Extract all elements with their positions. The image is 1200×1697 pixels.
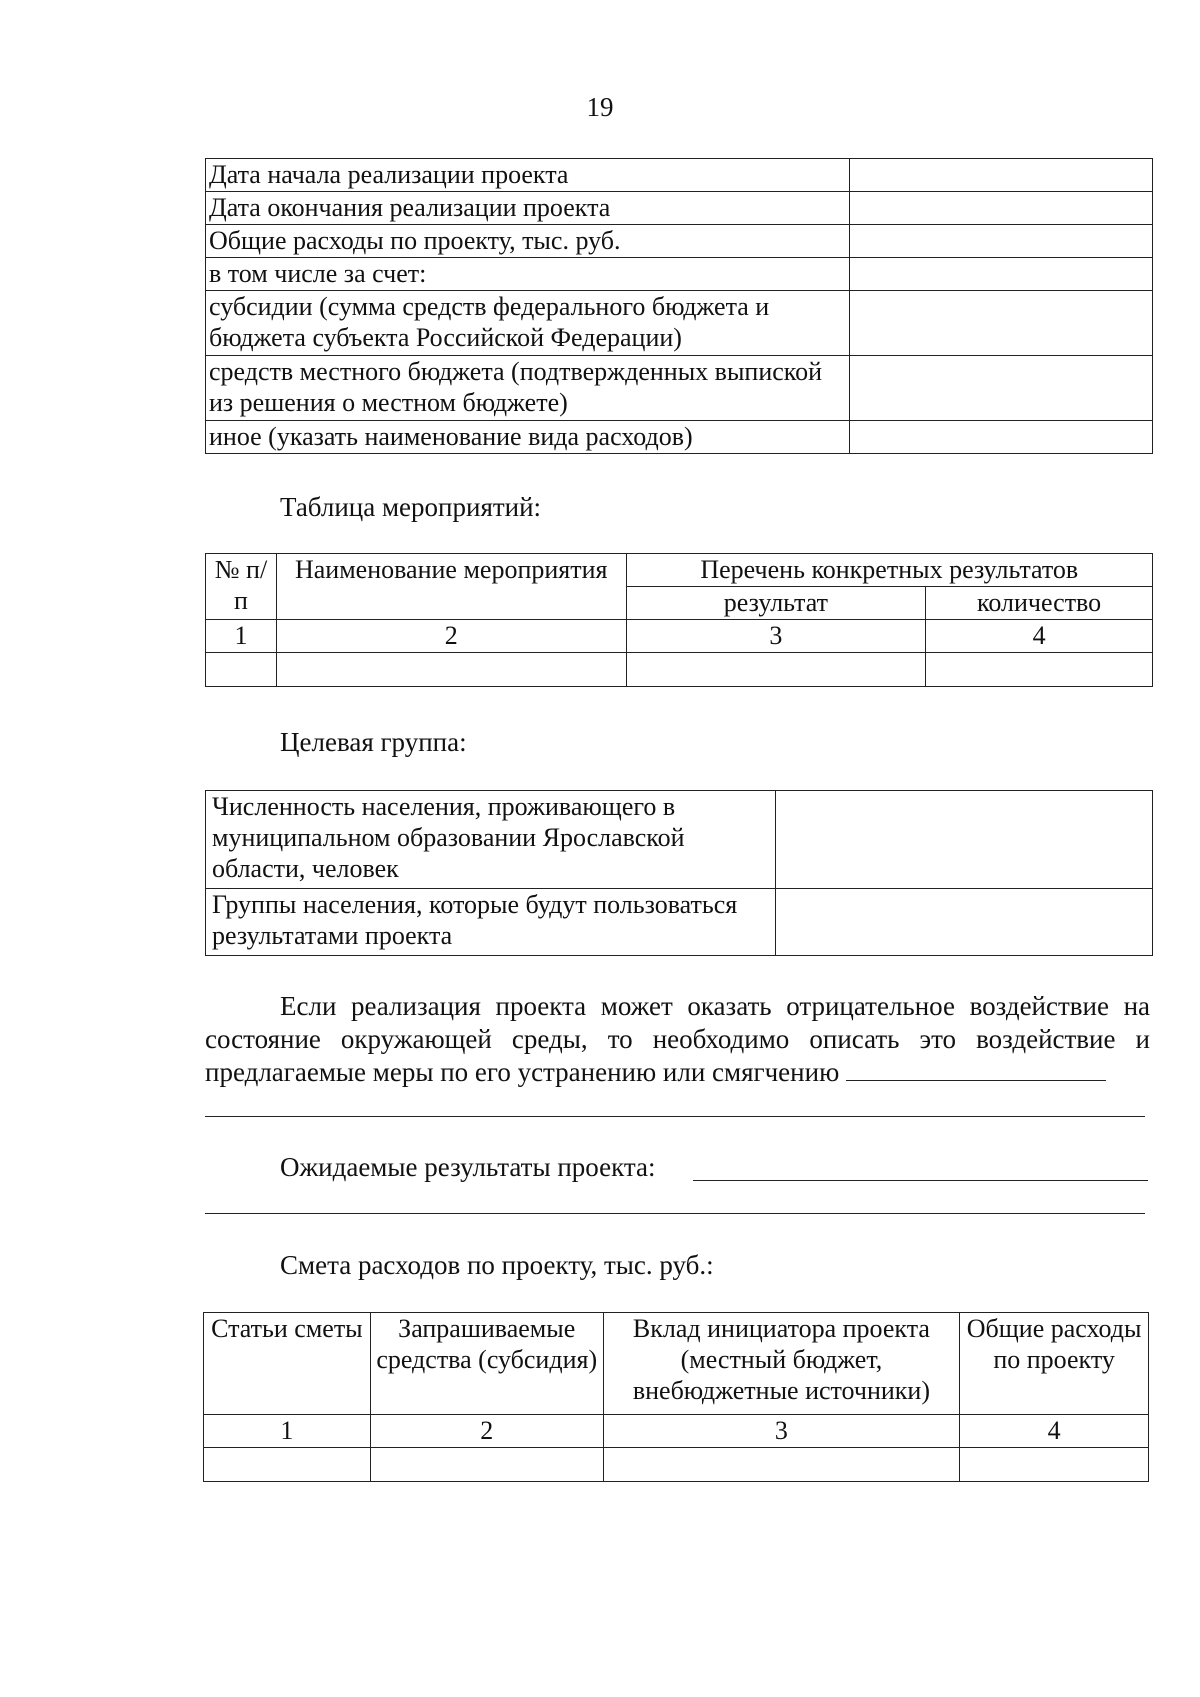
index-cell: 2 bbox=[276, 620, 626, 653]
events-index-row bbox=[206, 620, 1153, 653]
total-expenses-value[interactable] bbox=[850, 225, 1153, 258]
population-count-value[interactable] bbox=[776, 791, 1153, 889]
empty-cell[interactable] bbox=[370, 1448, 603, 1482]
budget-index-row bbox=[204, 1415, 1149, 1448]
page-number: 19 bbox=[586, 92, 614, 122]
target-group-heading: Целевая группа: bbox=[280, 727, 467, 757]
other-expenses-value[interactable] bbox=[850, 421, 1153, 454]
empty-cell[interactable] bbox=[960, 1448, 1149, 1482]
events-empty-row bbox=[206, 653, 1153, 687]
events-table bbox=[205, 553, 1153, 687]
index-cell: 1 bbox=[206, 620, 277, 653]
index-cell: 4 bbox=[960, 1415, 1149, 1448]
index-cell: 3 bbox=[626, 620, 926, 653]
col-event-name-header: Наименование мероприятия bbox=[276, 554, 626, 620]
empty-cell[interactable] bbox=[204, 1448, 371, 1482]
index-cell: 4 bbox=[926, 620, 1153, 653]
project-start-date-value[interactable] bbox=[850, 159, 1153, 192]
population-groups-label: Группы населения, которые будут пользоваться результатами проекта bbox=[206, 889, 776, 956]
budget-col-requested-header: Запрашиваемые средства (субсидия) bbox=[370, 1313, 603, 1415]
including-label: в том числе за счет: bbox=[206, 258, 850, 291]
environment-paragraph bbox=[205, 990, 1150, 1089]
budget-col-total-header: Общие расходы по проекту bbox=[960, 1313, 1149, 1415]
other-expenses-label: иное (указать наименование вида расходов) bbox=[206, 421, 850, 454]
including-value[interactable] bbox=[850, 258, 1153, 291]
expected-results-blank-line[interactable] bbox=[205, 1213, 1145, 1214]
col-result-header: результат bbox=[626, 587, 926, 620]
empty-cell[interactable] bbox=[276, 653, 626, 687]
environment-blank-line[interactable] bbox=[205, 1116, 1145, 1117]
empty-cell[interactable] bbox=[603, 1448, 960, 1482]
expected-results-label: Ожидаемые результаты проекта: bbox=[280, 1152, 656, 1182]
local-budget-label: средств местного бюджета (подтвержденных выпиской из решения о местном бюджете) bbox=[206, 356, 850, 421]
index-cell: 1 bbox=[204, 1415, 371, 1448]
budget-table-heading: Смета расходов по проекту, тыс. руб.: bbox=[280, 1250, 714, 1280]
subsidy-value[interactable] bbox=[850, 291, 1153, 356]
events-table-heading: Таблица мероприятий: bbox=[280, 492, 542, 522]
budget-table bbox=[203, 1312, 1149, 1482]
empty-cell[interactable] bbox=[926, 653, 1153, 687]
budget-empty-row bbox=[204, 1448, 1149, 1482]
total-expenses-label: Общие расходы по проекту, тыс. руб. bbox=[206, 225, 850, 258]
col-number-header: № п/п bbox=[206, 554, 277, 620]
col-quantity-header: количество bbox=[926, 587, 1153, 620]
subsidy-label: субсидии (сумма средств федерального бюджета и бюджета субъекта Российской Федерации) bbox=[206, 291, 850, 356]
project-start-date-label: Дата начала реализации проекта bbox=[206, 159, 850, 192]
col-results-header: Перечень конкретных результатов bbox=[626, 554, 1152, 587]
index-cell: 2 bbox=[370, 1415, 603, 1448]
index-cell: 3 bbox=[603, 1415, 960, 1448]
project-info-table bbox=[205, 158, 1153, 454]
target-group-table bbox=[205, 790, 1153, 956]
environment-blank[interactable] bbox=[846, 1056, 1106, 1081]
project-end-date-value[interactable] bbox=[850, 192, 1153, 225]
empty-cell[interactable] bbox=[626, 653, 926, 687]
expected-results-blank[interactable] bbox=[693, 1180, 1148, 1181]
population-count-label: Численность населения, проживающего в муниципальном образовании Ярославской области, человек bbox=[206, 791, 776, 889]
budget-col-items-header: Статьи сметы bbox=[204, 1313, 371, 1415]
environment-text: Если реализация проекта может оказать отрицательное воздействие на состояние окружающей среды, то необходимо описать это воздействие и предлагаемые меры по его устранению или смягчению bbox=[205, 991, 1150, 1087]
budget-col-contribution-header: Вклад инициатора проекта (местный бюджет, внебюджетные источники) bbox=[603, 1313, 960, 1415]
project-end-date-label: Дата окончания реализации проекта bbox=[206, 192, 850, 225]
population-groups-value[interactable] bbox=[776, 889, 1153, 956]
empty-cell[interactable] bbox=[206, 653, 277, 687]
local-budget-value[interactable] bbox=[850, 356, 1153, 421]
